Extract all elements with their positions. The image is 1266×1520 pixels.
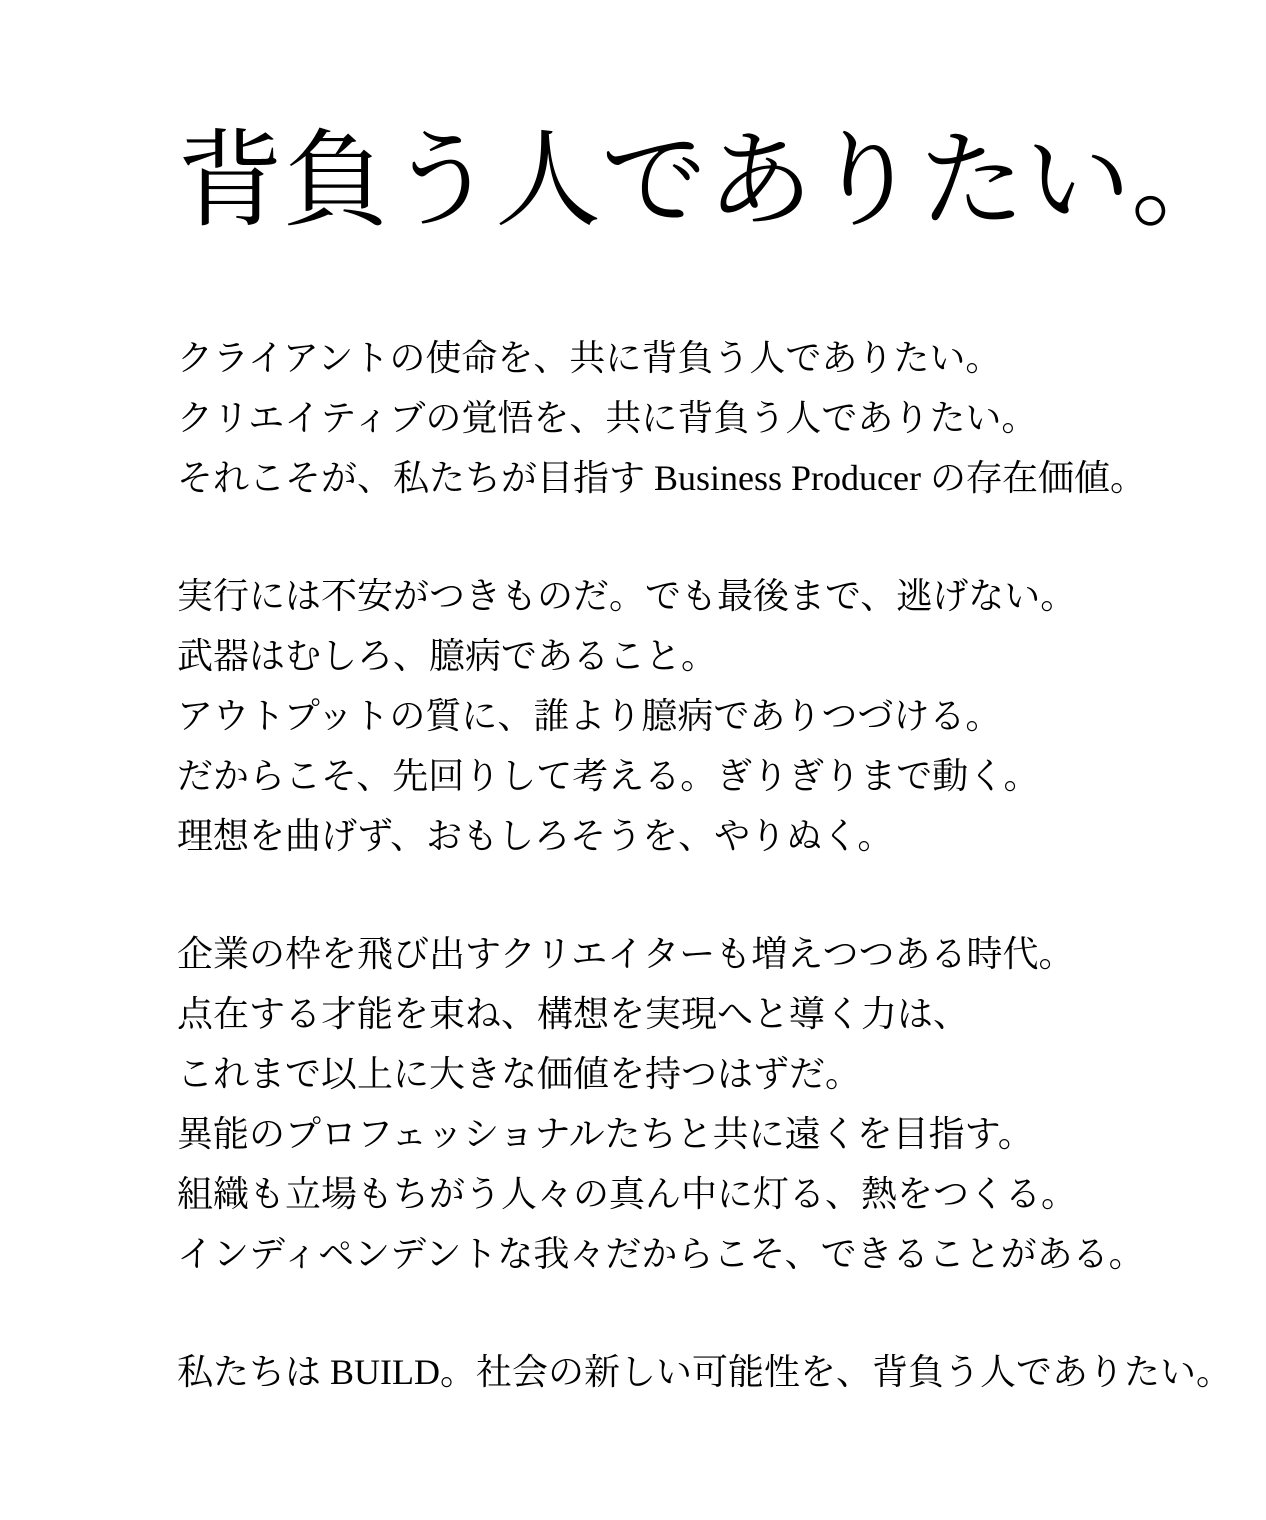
text-line: これまで以上に大きな価値を持つはずだ。 <box>177 1054 862 1095</box>
text-line: 私たちは BUILD。社会の新しい可能性を、背負う人でありたい。 <box>177 1352 1232 1393</box>
paragraph-vision <box>177 924 1206 1284</box>
text-line: 異能のプロフェッショナルたちと共に遠くを目指す。 <box>177 1114 1034 1155</box>
paragraph-closing <box>177 1342 1232 1402</box>
text-line: クリエイティブの覚悟を、共に背負う人でありたい。 <box>177 398 1038 439</box>
text-line: 理想を曲げず、おもしろそうを、やりぬく。 <box>177 816 894 857</box>
text-line: 実行には不安がつきものだ。でも最後まで、逃げない。 <box>177 576 1077 617</box>
text-line: 武器はむしろ、臆病であること。 <box>177 636 718 677</box>
paragraph-mission <box>177 328 1206 508</box>
page-title: 背負う人でありたい。 <box>177 123 1237 240</box>
text-line: インディペンデントな我々だからこそ、できることがある。 <box>177 1234 1145 1275</box>
text-line: 組織も立場もちがう人々の真ん中に灯る、熱をつくる。 <box>177 1174 1078 1215</box>
text-line: 点在する才能を束ね、構想を実現へと導く力は、 <box>177 994 970 1035</box>
text-line: それこそが、私たちが目指す Business Producer の存在価値。 <box>177 458 1146 499</box>
text-line: クライアントの使命を、共に背負う人でありたい。 <box>177 338 1002 379</box>
text-line: だからこそ、先回りして考える。ぎりぎりまで動く。 <box>177 756 1040 797</box>
text-line: 企業の枠を飛び出すクリエイターも増えつつある時代。 <box>177 934 1075 975</box>
text-line: アウトプットの質に、誰より臆病でありつづける。 <box>177 696 1002 737</box>
paragraph-attitude <box>177 566 1206 866</box>
